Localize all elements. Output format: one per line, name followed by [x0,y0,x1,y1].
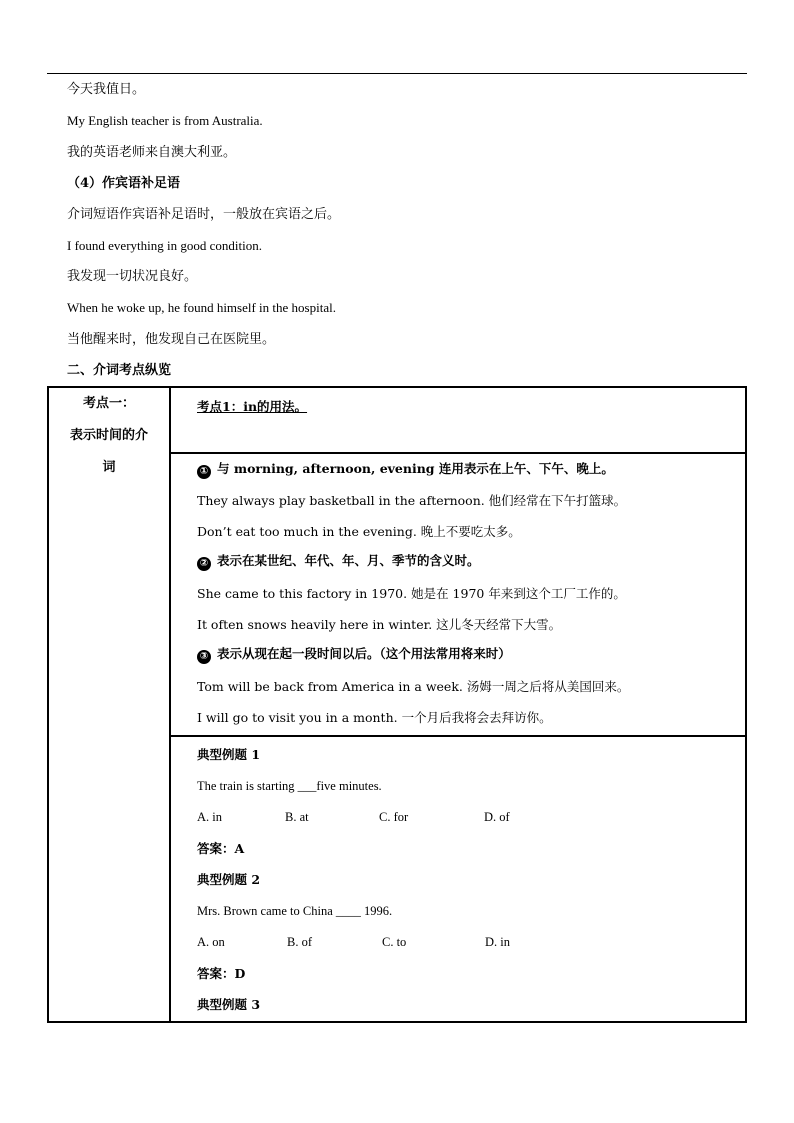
example-sentence: She came to this factory in 1970. 她是在 1970 年来到这个工厂工作的。 [197,586,626,601]
text-line: 当他醒来时，他发现自己在医院里。 [67,332,276,347]
text-line: 我的英语老师来自澳大利亚。 [67,145,237,160]
example-title: 典型例题 3 [197,997,261,1012]
point-title: 考点1：in的用法。 [197,399,308,414]
prepositions-table [47,386,747,1023]
example-title: 典型例题 1 [197,747,261,762]
topic-label: 词 [102,460,116,475]
text-line: I found everything in good condition. [67,238,262,253]
subheading: （4）作宾语补足语 [67,176,181,191]
answer: 答案：D [197,966,246,981]
examples-cell [170,736,746,1022]
option: B. of [287,935,312,949]
topic-label: 考点一： [82,396,135,411]
point-title-cell [170,387,746,453]
text-line: 介词短语作宾语补足语时，一般放在宾语之后。 [67,207,341,222]
text-line: 我发现一切状况良好。 [67,269,198,284]
text-line: My English teacher is from Australia. [67,113,263,128]
options-row [197,934,510,950]
text-line: When he woke up, he found himself in the hospital. [67,300,336,315]
topic-label-cell [48,387,170,1022]
header-rule [47,73,747,74]
example-sentence: Tom will be back from America in a week. 汤姆一周之后将从美国回来。 [197,679,630,694]
option: C. to [382,935,407,949]
topic-label: 表示时间的介 [69,428,148,443]
text-line: 今天我值日。 [67,82,146,97]
option: A. in [197,810,222,824]
options-row [197,809,510,825]
number-3-icon: ③ [197,650,211,664]
example-sentence: They always play basketball in the afternoon. 他们经常在下午打篮球。 [197,493,627,508]
example-sentence: It often snows heavily here in winter. 这儿冬天经常下大雪。 [197,617,562,632]
option: B. at [285,810,309,824]
example-title: 典型例题 2 [197,872,261,887]
option: D. in [485,935,510,949]
option: D. of [484,810,510,824]
number-1-icon: ① [197,465,211,479]
example-sentence: Don’t eat too much in the evening. 晚上不要吃太多。 [197,524,521,539]
number-2-icon: ② [197,557,211,571]
usage-heading: ② 表示在某世纪、年代、年、月、季节的含义时。 [197,553,480,571]
section-heading: 二、介词考点纵览 [67,363,172,378]
usage-cell [170,453,746,736]
option: C. for [379,810,409,824]
question-text: Mrs. Brown came to China ____ 1996. [197,904,393,918]
usage-heading: ① 与 morning, afternoon, evening 连用表示在上午、下午、晚上。 [197,461,614,479]
option: A. on [197,935,225,949]
question-text: The train is starting ___five minutes. [197,779,382,793]
answer: 答案：A [197,841,245,856]
example-sentence: I will go to visit you in a month. 一个月后我将会去拜访你。 [197,710,552,725]
usage-heading: ③ 表示从现在起一段时间以后。（这个用法常用将来时） [197,646,511,664]
